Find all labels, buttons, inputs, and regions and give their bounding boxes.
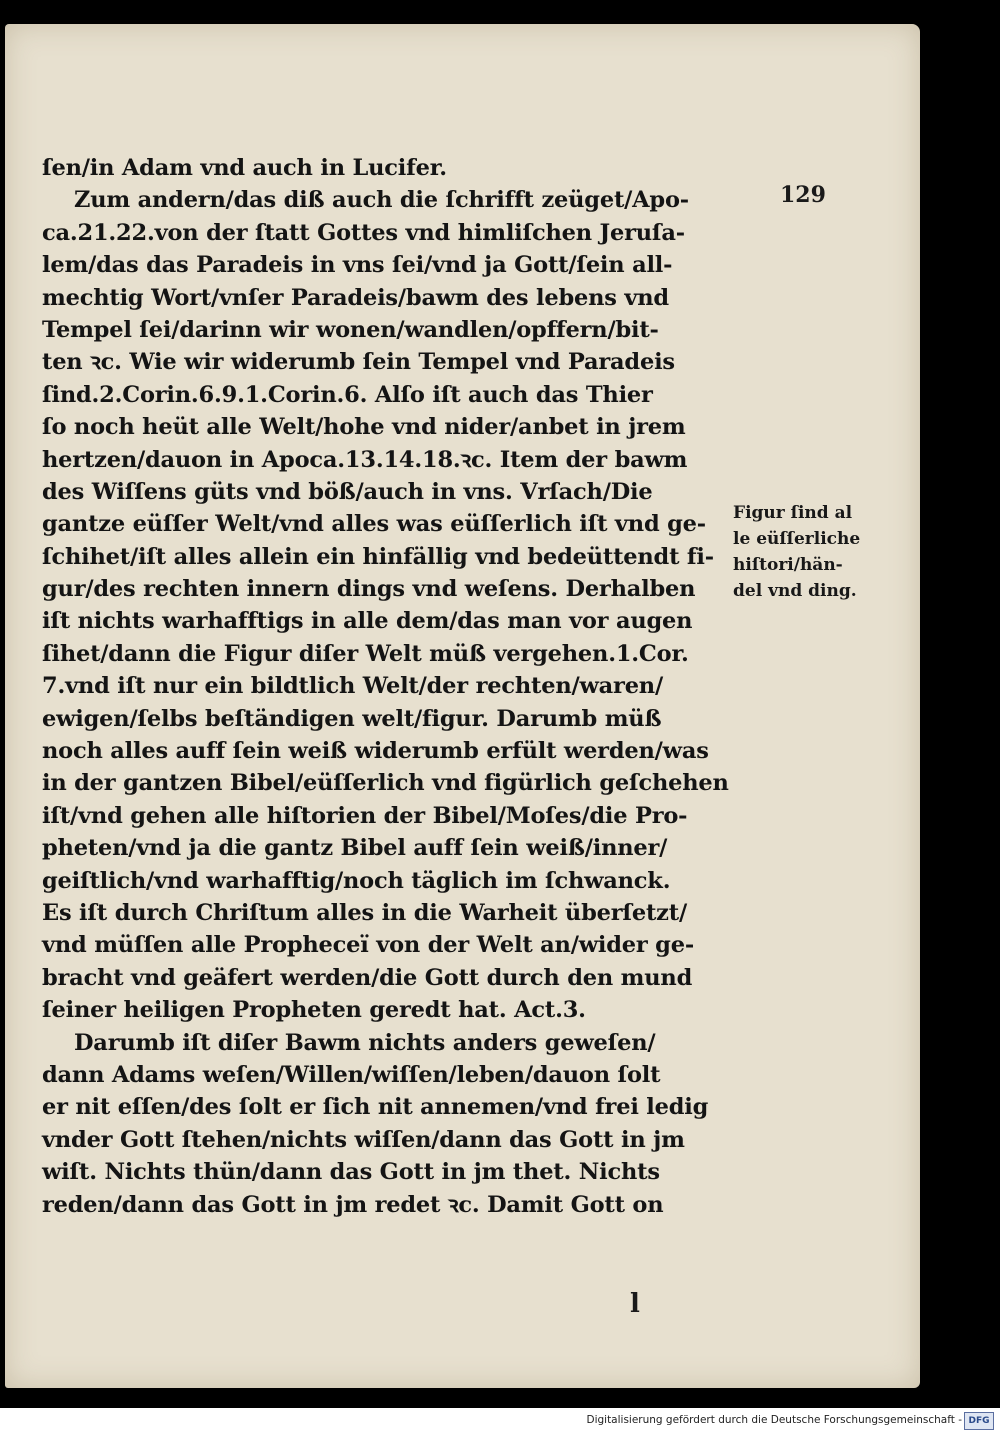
text-line: ſo noch heüt alle Welt/hohe vnd nider/anbet in jrem (42, 414, 686, 441)
text-line: ſihet/dann die Figur diſer Welt müß vergehen.1.Cor. (42, 640, 689, 667)
text-line: Tempel ſei/darinn wir wonen/wandlen/opffern/bit- (42, 316, 659, 343)
text-line: ſchihet/iſt alles allein ein hinfällig vnd bedeüttendt fi- (42, 543, 714, 570)
dfg-logo-icon: DFG (964, 1412, 994, 1430)
text-line: des Wiſſens güts vnd böß/auch in vns. Vrſach/Die (42, 478, 653, 505)
margin-note-line: del vnd ding. (733, 581, 857, 601)
text-line: pheten/vnd ja die gantz Bibel auff ſein weiß/inner/ (42, 835, 668, 862)
text-line: ewigen/ſelbs beſtändigen welt/figur. Darumb müß (42, 705, 662, 732)
text-line: dann Adams weſen/Willen/wiſſen/leben/dauon ſolt (42, 1061, 661, 1088)
text-line: iſt/vnd gehen alle hiſtorien der Bibel/Moſes/die Pro- (42, 802, 688, 829)
text-line: 7.vnd iſt nur ein bildtlich Welt/der rechten/waren/ (42, 673, 663, 700)
footer-credit: Digitalisierung gefördert durch die Deutsche Forschungsgemeinschaft - (586, 1414, 962, 1426)
text-line: Es iſt durch Chriſtum alles in die Warheit überſetzt/ (42, 899, 687, 926)
text-line: hertzen/dauon in Apoca.13.14.18.ꝛc. Item der bawm (42, 446, 688, 473)
text-line: er nit eſſen/des ſolt er ſich nit annemen/vnd frei ledig (42, 1094, 709, 1121)
text-line: noch alles auff ſein weiß widerumb erfült werden/was (42, 738, 709, 765)
text-line: wiſt. Nichts thün/dann das Gott in jm thet. Nichts (42, 1159, 660, 1186)
margin-note-line: hiſtori/hän- (733, 555, 843, 575)
text-line: gur/des rechten innern dings vnd weſens. Derhalben (42, 576, 696, 603)
text-line: ca.21.22.von der ſtatt Gottes vnd himliſchen Jeruſa- (42, 219, 685, 246)
body-text (42, 152, 742, 1221)
text-line: vnder Gott ſtehen/nichts wiſſen/dann das Gott in jm (42, 1126, 685, 1153)
margin-note-line: Figur ſind al (733, 503, 853, 523)
text-line: vnd müſſen alle Propheceï von der Welt an/wider ge- (42, 932, 694, 959)
text-line: lem/das das Paradeis in vns ſei/vnd ja Gott/ſein all- (42, 252, 673, 279)
margin-note-line: le eüſſerliche (733, 529, 861, 549)
text-line: iſt nichts warhafftigs in alle dem/das man vor augen (42, 608, 693, 635)
text-line: ſen/in Adam vnd auch in Lucifer. (42, 155, 447, 181)
text-line: bracht vnd geäfert werden/die Gott durch den mund (42, 964, 693, 991)
margin-note (733, 500, 873, 604)
text-line: Zum andern/das diß auch die ſchrifft zeüget/Apo- (74, 187, 689, 214)
text-line: ſind.2.Corin.6.9.1.Corin.6. Alſo iſt auch das Thier (42, 381, 653, 408)
page-number: 129 (780, 182, 826, 208)
book-page (5, 24, 920, 1388)
text-line: geiſtlich/vnd warhafftig/noch täglich im ſchwanck. (42, 867, 671, 894)
signature-mark: l (630, 1289, 640, 1319)
text-line: Darumb iſt diſer Bawm nichts anders geweſen/ (74, 1029, 656, 1056)
text-line: gantze eüſſer Welt/vnd alles was eüſſerlich iſt vnd ge- (42, 511, 706, 538)
footer-bar (0, 1408, 1000, 1434)
text-line: mechtig Wort/vnſer Paradeis/bawm des lebens vnd (42, 284, 669, 311)
text-line: reden/dann das Gott in jm redet ꝛc. Damit Gott on (42, 1191, 664, 1218)
text-line: ſeiner heiligen Propheten geredt hat. Act.3. (42, 997, 586, 1024)
text-line: ten ꝛc. Wie wir widerumb ſein Tempel vnd Paradeis (42, 349, 675, 376)
text-line: in der gantzen Bibel/eüſſerlich vnd figürlich geſchehen (42, 770, 729, 797)
